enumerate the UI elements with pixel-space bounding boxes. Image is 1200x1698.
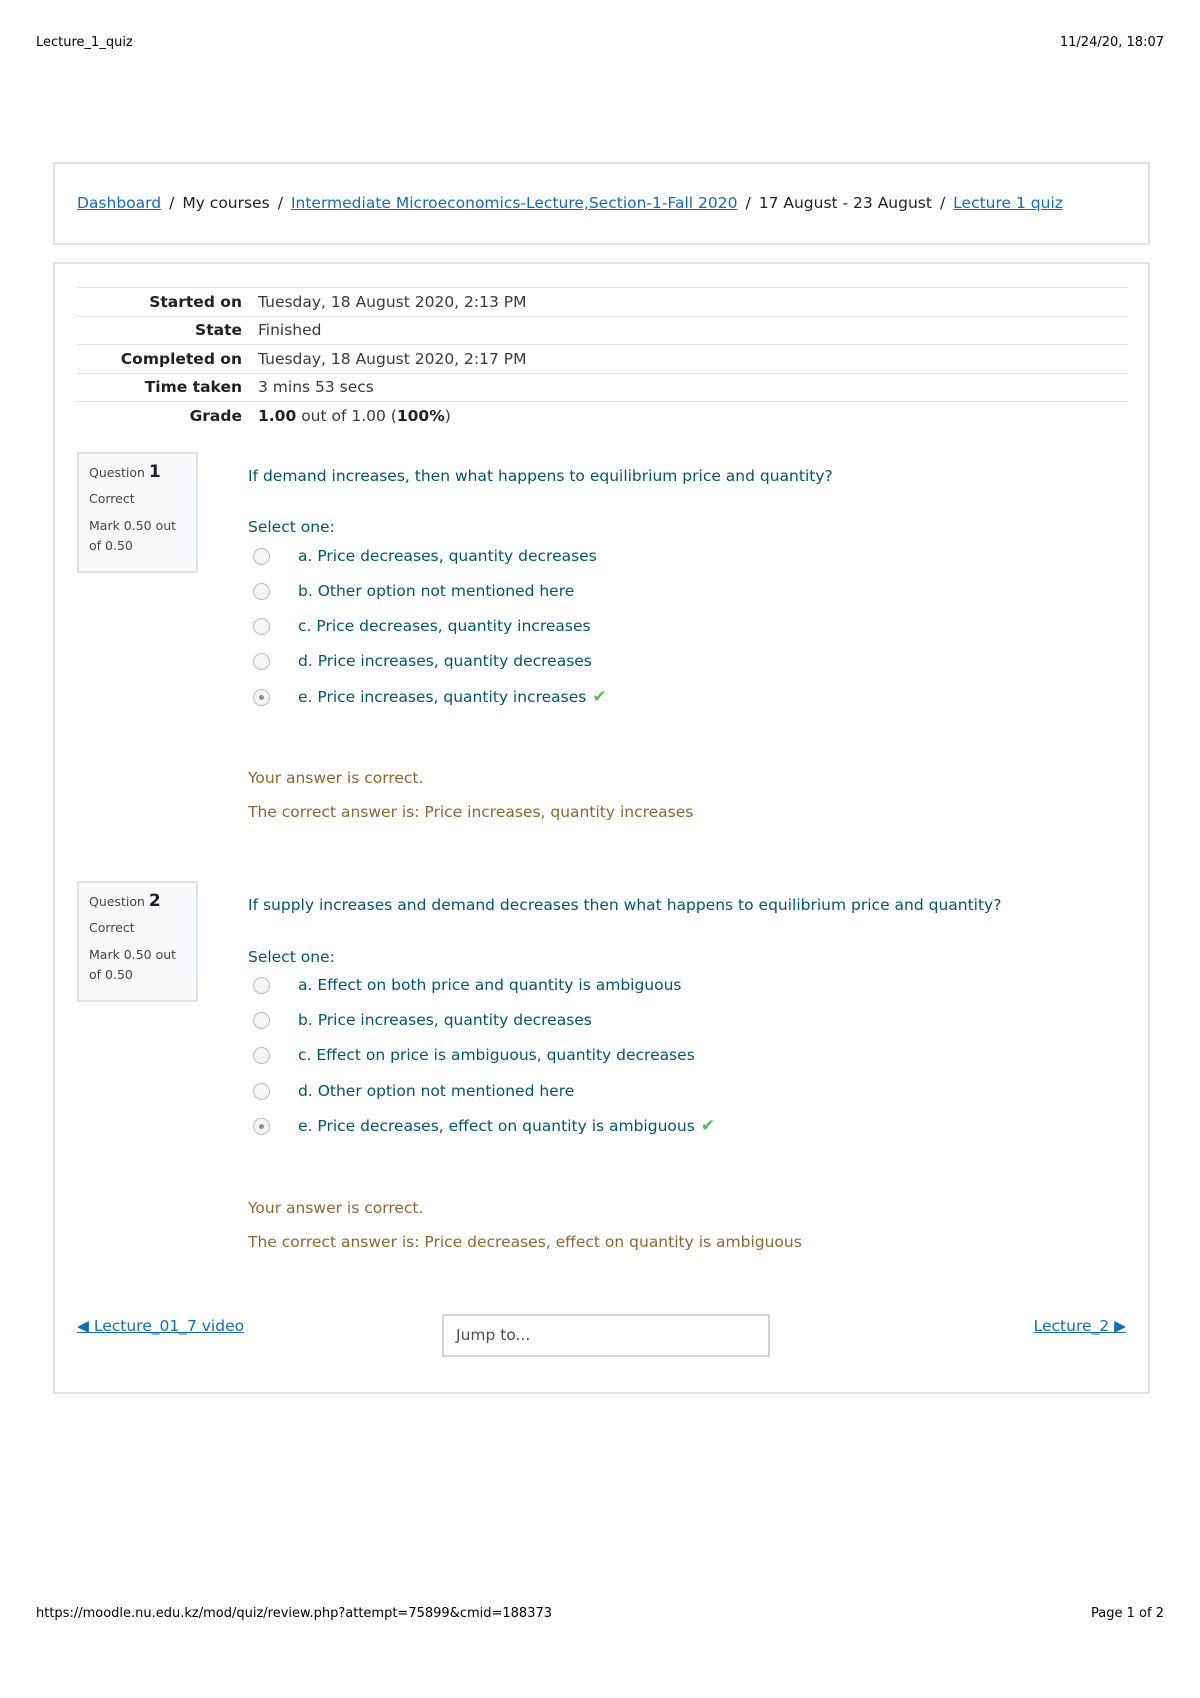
breadcrumb-week: 17 August - 23 August bbox=[758, 194, 932, 212]
summary-label: Completed on bbox=[77, 345, 250, 374]
grade-out-of: out of 1.00 ( bbox=[301, 407, 397, 425]
summary-row-grade bbox=[77, 402, 1128, 431]
next-activity-link[interactable]: Lecture_2 ▶ bbox=[1033, 1317, 1126, 1335]
question-text: If supply increases and demand decreases then what happens to equilibrium price and quantity? bbox=[248, 896, 1002, 914]
grade-label: Grade bbox=[189, 407, 242, 425]
print-header bbox=[36, 35, 1164, 50]
summary-label: Time taken bbox=[77, 373, 250, 402]
answer-option[interactable] bbox=[253, 973, 682, 997]
question-mark: Mark 0.50 out of 0.50 bbox=[89, 518, 177, 553]
option-label: a. Price decreases, quantity decreases bbox=[298, 547, 597, 565]
option-label: b. Price increases, quantity decreases bbox=[298, 1011, 592, 1029]
answer-option[interactable] bbox=[253, 614, 591, 638]
summary-value: Tuesday, 18 August 2020, 2:17 PM bbox=[250, 345, 1128, 374]
answer-option-selected[interactable] bbox=[253, 1114, 715, 1138]
print-page-number: Page 1 of 2 bbox=[1091, 1606, 1164, 1621]
option-label: e. Price decreases, effect on quantity is ambiguous bbox=[298, 1117, 695, 1135]
breadcrumb-card bbox=[53, 162, 1150, 245]
breadcrumb-course-link[interactable]: Intermediate Microeconomics-Lecture,Section-1-Fall 2020 bbox=[290, 194, 738, 212]
summary-row bbox=[77, 316, 1128, 345]
select-one-prompt: Select one: bbox=[248, 518, 335, 536]
breadcrumb-separator: / bbox=[939, 194, 946, 212]
breadcrumb bbox=[77, 194, 1063, 212]
jump-to-select[interactable]: Jump to... bbox=[442, 1314, 770, 1357]
question-number: 1 bbox=[148, 462, 161, 482]
option-label: c. Price decreases, quantity increases bbox=[298, 617, 591, 635]
summary-row bbox=[77, 373, 1128, 402]
breadcrumb-separator: / bbox=[169, 194, 175, 212]
question-number: 2 bbox=[148, 891, 161, 911]
radio-icon[interactable] bbox=[253, 1012, 270, 1029]
summary-value: 3 mins 53 secs bbox=[250, 373, 1128, 402]
question-info-box bbox=[77, 881, 198, 1002]
print-datetime: 11/24/20, 18:07 bbox=[1059, 35, 1164, 50]
option-label: d. Other option not mentioned here bbox=[298, 1082, 575, 1100]
breadcrumb-my-courses: My courses bbox=[182, 194, 270, 212]
option-label: a. Effect on both price and quantity is ambiguous bbox=[298, 976, 682, 994]
summary-value: Tuesday, 18 August 2020, 2:13 PM bbox=[250, 288, 1128, 317]
radio-selected-icon[interactable] bbox=[253, 689, 270, 706]
attempt-summary-table bbox=[77, 287, 1128, 430]
question-state: Correct bbox=[89, 920, 135, 935]
grade-value bbox=[250, 402, 1128, 431]
breadcrumb-separator: / bbox=[745, 194, 751, 212]
answer-option[interactable] bbox=[253, 1079, 574, 1103]
summary-row bbox=[77, 345, 1128, 374]
summary-label: State bbox=[77, 316, 250, 345]
question-mark: Mark 0.50 out of 0.50 bbox=[89, 947, 177, 982]
option-label: c. Effect on price is ambiguous, quantity decreases bbox=[298, 1046, 695, 1064]
quiz-review-card bbox=[53, 262, 1150, 1394]
answer-option[interactable] bbox=[253, 544, 597, 568]
question-label: Question bbox=[89, 894, 145, 909]
grade-percent: 100% bbox=[396, 407, 445, 425]
option-label: e. Price increases, quantity increases bbox=[298, 688, 587, 706]
question-info-box bbox=[77, 452, 198, 573]
radio-icon[interactable] bbox=[253, 653, 270, 670]
breadcrumb-quiz-link[interactable]: Lecture 1 quiz bbox=[953, 194, 1063, 212]
check-icon: ✔ bbox=[700, 1116, 716, 1136]
breadcrumb-separator: / bbox=[277, 194, 283, 212]
option-label: b. Other option not mentioned here bbox=[298, 582, 575, 600]
question-state: Correct bbox=[89, 491, 135, 506]
answer-feedback: Your answer is correct. bbox=[248, 1199, 424, 1217]
select-one-prompt: Select one: bbox=[248, 948, 335, 966]
check-icon: ✔ bbox=[592, 687, 607, 707]
question-label: Question bbox=[89, 465, 145, 480]
summary-label: Started on bbox=[77, 288, 250, 317]
summary-row bbox=[77, 288, 1128, 317]
radio-icon[interactable] bbox=[253, 977, 270, 994]
radio-icon[interactable] bbox=[253, 548, 270, 565]
breadcrumb-dashboard-link[interactable]: Dashboard bbox=[77, 194, 162, 212]
radio-icon[interactable] bbox=[253, 1083, 270, 1100]
print-footer bbox=[36, 1606, 1164, 1621]
answer-option-selected[interactable] bbox=[253, 685, 607, 709]
answer-option[interactable] bbox=[253, 579, 574, 603]
radio-icon[interactable] bbox=[253, 583, 270, 600]
print-url: https://moodle.nu.edu.kz/mod/quiz/review.php?attempt=75899&cmid=188373 bbox=[36, 1606, 553, 1621]
previous-activity-link[interactable]: ◀ Lecture_01_7 video bbox=[77, 1317, 245, 1335]
right-answer: The correct answer is: Price decreases, effect on quantity is ambiguous bbox=[248, 1233, 802, 1251]
right-answer: The correct answer is: Price increases, quantity increases bbox=[248, 803, 694, 821]
answer-feedback: Your answer is correct. bbox=[248, 769, 424, 787]
question-text: If demand increases, then what happens to equilibrium price and quantity? bbox=[248, 467, 833, 485]
print-title: Lecture_1_quiz bbox=[36, 35, 133, 50]
grade-close: ) bbox=[444, 407, 451, 425]
radio-selected-icon[interactable] bbox=[253, 1118, 270, 1135]
answer-option[interactable] bbox=[253, 1008, 592, 1032]
answer-option[interactable] bbox=[253, 1043, 695, 1067]
grade-score: 1.00 bbox=[258, 407, 297, 425]
radio-icon[interactable] bbox=[253, 1047, 270, 1064]
summary-value: Finished bbox=[250, 316, 1128, 345]
option-label: d. Price increases, quantity decreases bbox=[298, 652, 592, 670]
answer-option[interactable] bbox=[253, 649, 592, 673]
radio-icon[interactable] bbox=[253, 618, 270, 635]
